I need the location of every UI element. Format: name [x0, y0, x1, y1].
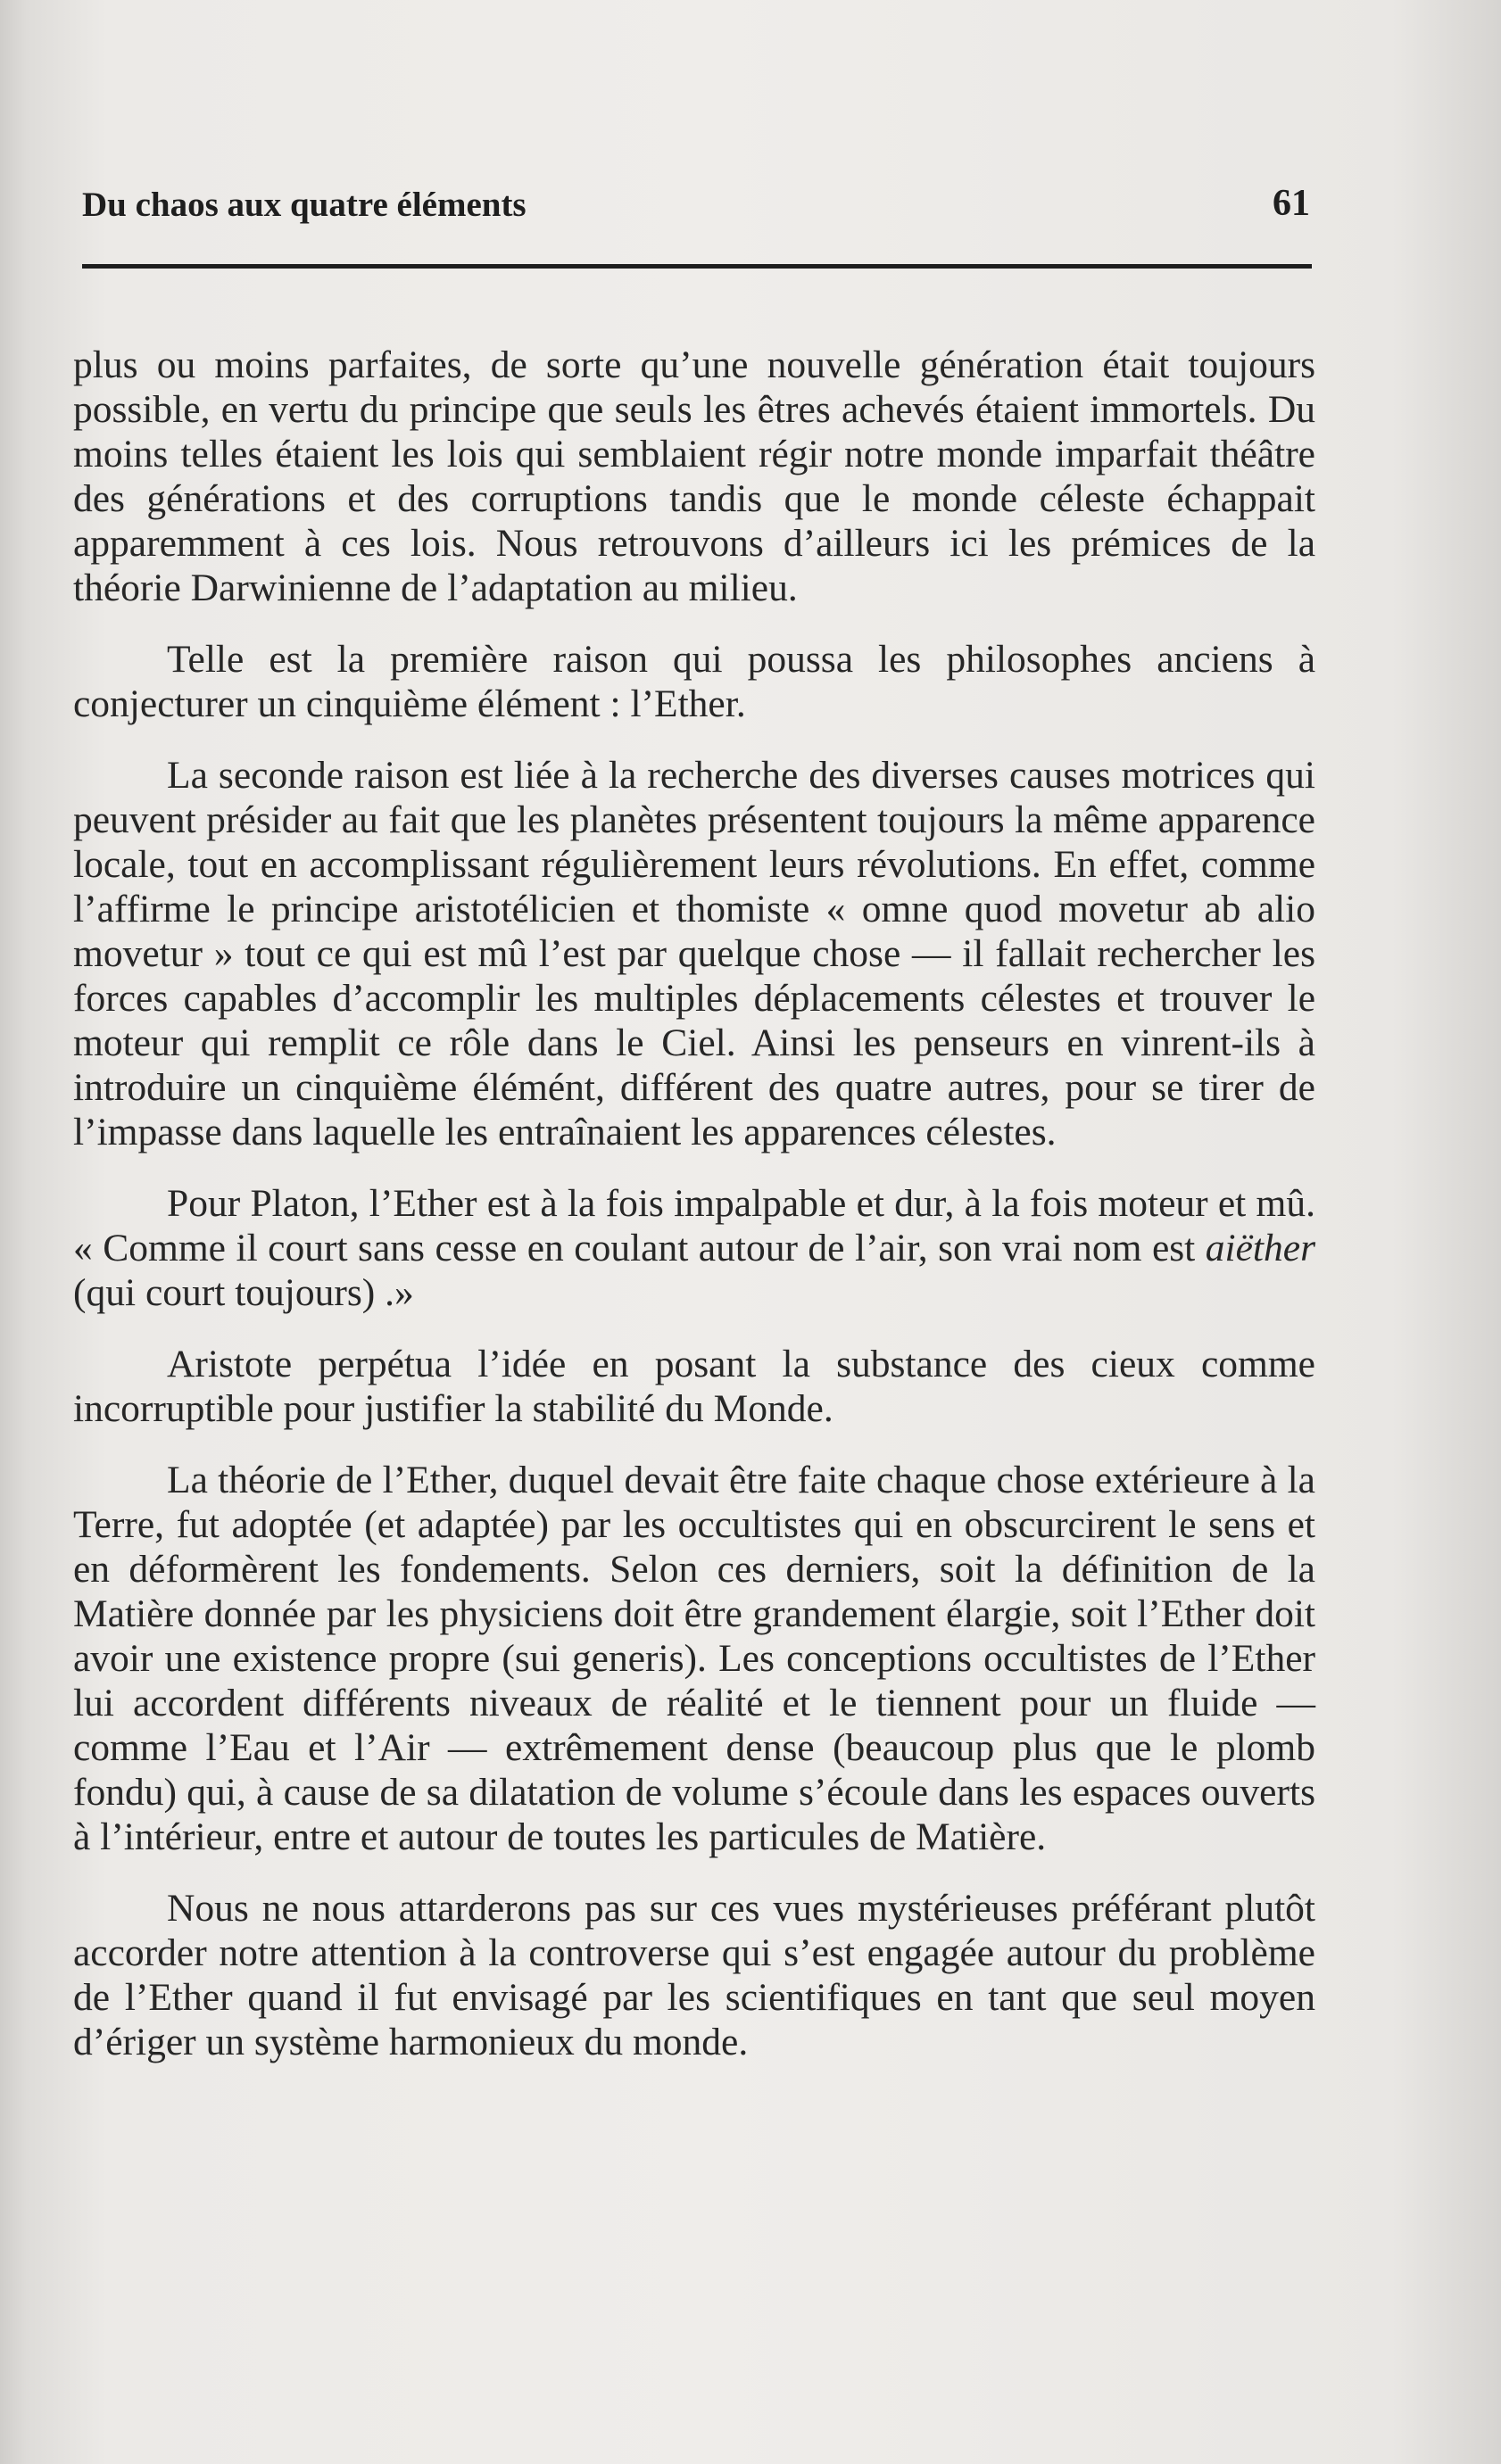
paragraph-4-after: (qui court toujours) .» [73, 1271, 414, 1314]
page-number: 61 [1273, 183, 1310, 224]
paragraph-4-italic-word: aiëther [1205, 1227, 1315, 1269]
paragraph-4 [73, 1181, 1315, 1315]
header-rule [82, 264, 1312, 269]
paragraph-5: Aristote perpétua l’idée en posant la substance des cieux comme incorruptible pour justifier la stabilité du Monde. [73, 1343, 1315, 1430]
body-text [73, 343, 1315, 2091]
paragraph-7: Nous ne nous attarderons pas sur ces vues mystérieuses préférant plutôt accorder notre attention à la controverse qui s’est engagée autour du problème de l’Ether quand il fut envisagé par les scientifiques en tant que seul moyen d’ériger un système harmonieux du monde. [73, 1887, 1315, 2063]
paragraph-3: La seconde raison est liée à la recherche des diverses causes motrices qui peuvent présider au fait que les planètes présentent toujours la même apparence locale, tout en accomplissant régulièrement leurs révolutions. En effet, comme l’affirme le principe aristotélicien et thomiste « omne quod movetur ab alio movetur » tout ce qui est mû l’est par quelque chose — il fallait rechercher les forces capables d’accomplir les multiples déplacements célestes et trouver le moteur qui remplit ce rôle dans le Ciel. Ainsi les penseurs en vinrent-ils à introduire un cinquième élémént, différent des quatre autres, pour se tirer de l’impasse dans laquelle les entraînaient les apparences célestes. [73, 754, 1315, 1153]
page-header [82, 184, 1312, 237]
running-title: Du chaos aux quatre éléments [82, 186, 527, 224]
paragraph-1: plus ou moins parfaites, de sorte qu’une nouvelle génération était toujours possible, en vertu du principe que seuls les êtres achevés étaient immortels. Du moins telles étaient les lois qui semblaient régir notre monde imparfait théâtre des générations et des corruptions tandis que le monde céleste échappait apparemment à ces lois. Nous retrouvons d’ailleurs ici les prémices de la théorie Darwinienne de l’adaptation au milieu. [73, 343, 1315, 609]
paragraph-6: La théorie de l’Ether, duquel devait être faite chaque chose extérieure à la Terre, fut adoptée (et adaptée) par les occultistes qui en obscurcirent le sens et en déformèrent les fondements. Selon ces derniers, soit la définition de la Matière donnée par les physiciens doit être grandement élargie, soit l’Ether doit avoir une existence propre (sui generis). Les conceptions occultistes de l’Ether lui accordent différents niveaux de réalité et le tiennent pour un fluide — comme l’Eau et l’Air — extrêmement dense (beaucoup plus que le plomb fondu) qui, à cause de sa dilatation de volume s’écoule dans les espaces ouverts à l’intérieur, entre et autour de toutes les particules de Matière. [73, 1459, 1315, 1858]
paragraph-2: Telle est la première raison qui poussa les philosophes anciens à conjecturer un cinquième élément : l’Ether. [73, 638, 1315, 725]
paragraph-4-before: Pour Platon, l’Ether est à la fois impalpable et dur, à la fois moteur et mû. « Comme il court sans cesse en coulant autour de l’air, son vrai nom est [73, 1182, 1315, 1269]
